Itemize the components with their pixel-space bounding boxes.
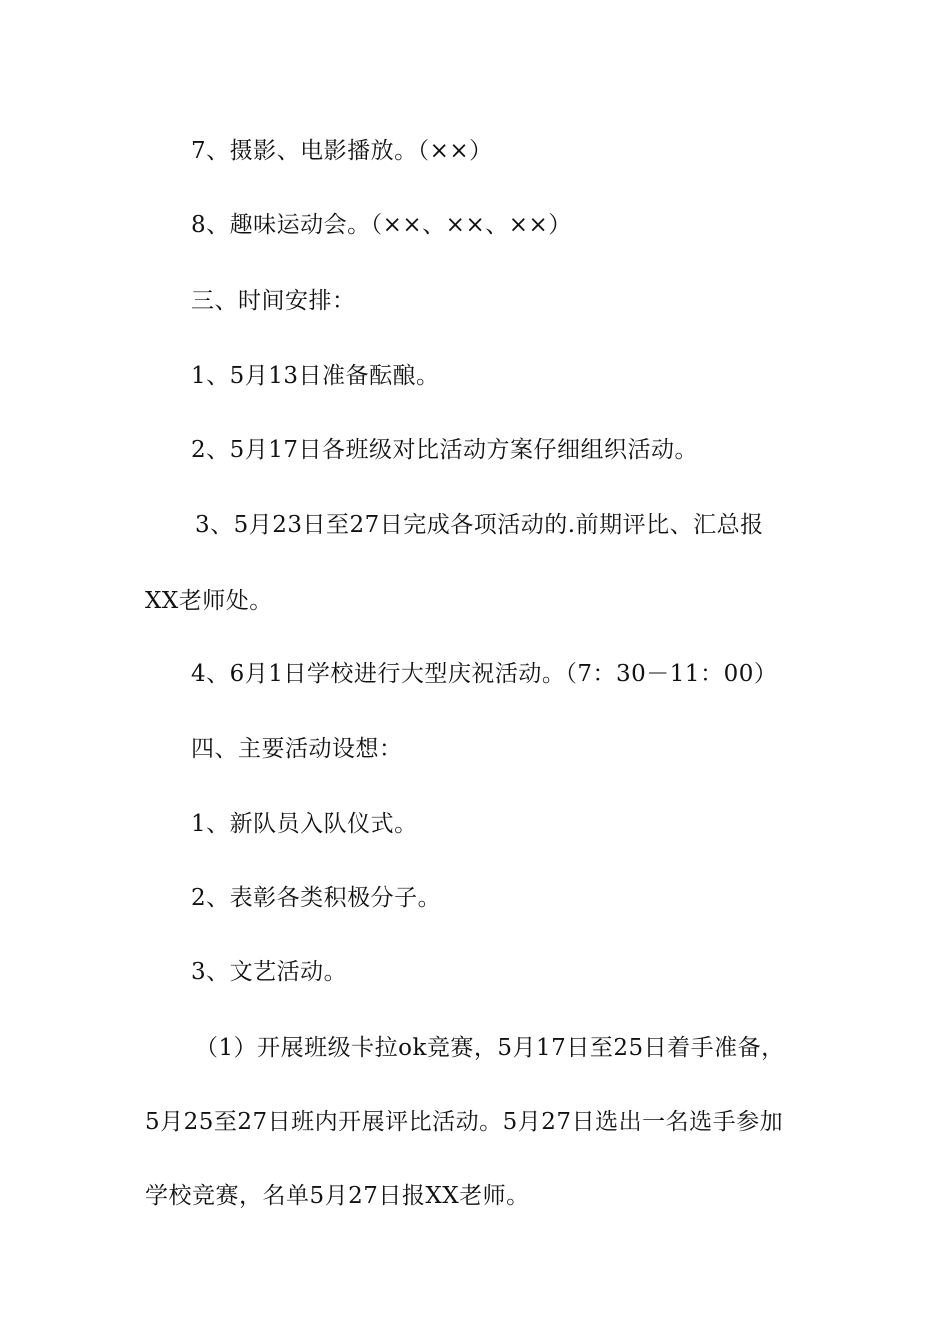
paragraph-karaoke: （1）开展班级卡拉ok竞赛，5月17日至25日着手准备，: [195, 1035, 785, 1061]
paragraph-activity-1: 1、新队员入队仪式。: [191, 811, 418, 837]
paragraph-schedule-1: 1、5月13日准备酝酿。: [191, 363, 440, 389]
paragraph-schedule-3: 3、5月23日至27日完成各项活动的.前期评比、汇总报: [195, 512, 764, 538]
paragraph-schedule-3-continued: XX老师处。: [145, 588, 273, 614]
paragraph-schedule-4: 4、6月1日学校进行大型庆祝活动。（7：30－11：00）: [191, 661, 778, 687]
paragraph-photography-film: 7、摄影、电影播放。（××）: [191, 138, 493, 164]
paragraph-activity-2: 2、表彰各类积极分子。: [191, 885, 442, 911]
paragraph-activity-3: 3、文艺活动。: [191, 959, 348, 985]
paragraph-sports-meeting: 8、趣味运动会。（××、××、××）: [191, 212, 572, 238]
section-heading-main-activities: 四、主要活动设想：: [191, 736, 403, 762]
paragraph-schedule-2: 2、5月17日各班级对比活动方案仔细组织活动。: [191, 437, 699, 463]
section-heading-schedule: 三、时间安排：: [191, 288, 356, 314]
paragraph-karaoke-continued-1: 5月25至27日班内开展评比活动。5月27日选出一名选手参加: [145, 1109, 784, 1135]
paragraph-karaoke-continued-2: 学校竞赛，名单5月27日报XX老师。: [145, 1183, 530, 1209]
